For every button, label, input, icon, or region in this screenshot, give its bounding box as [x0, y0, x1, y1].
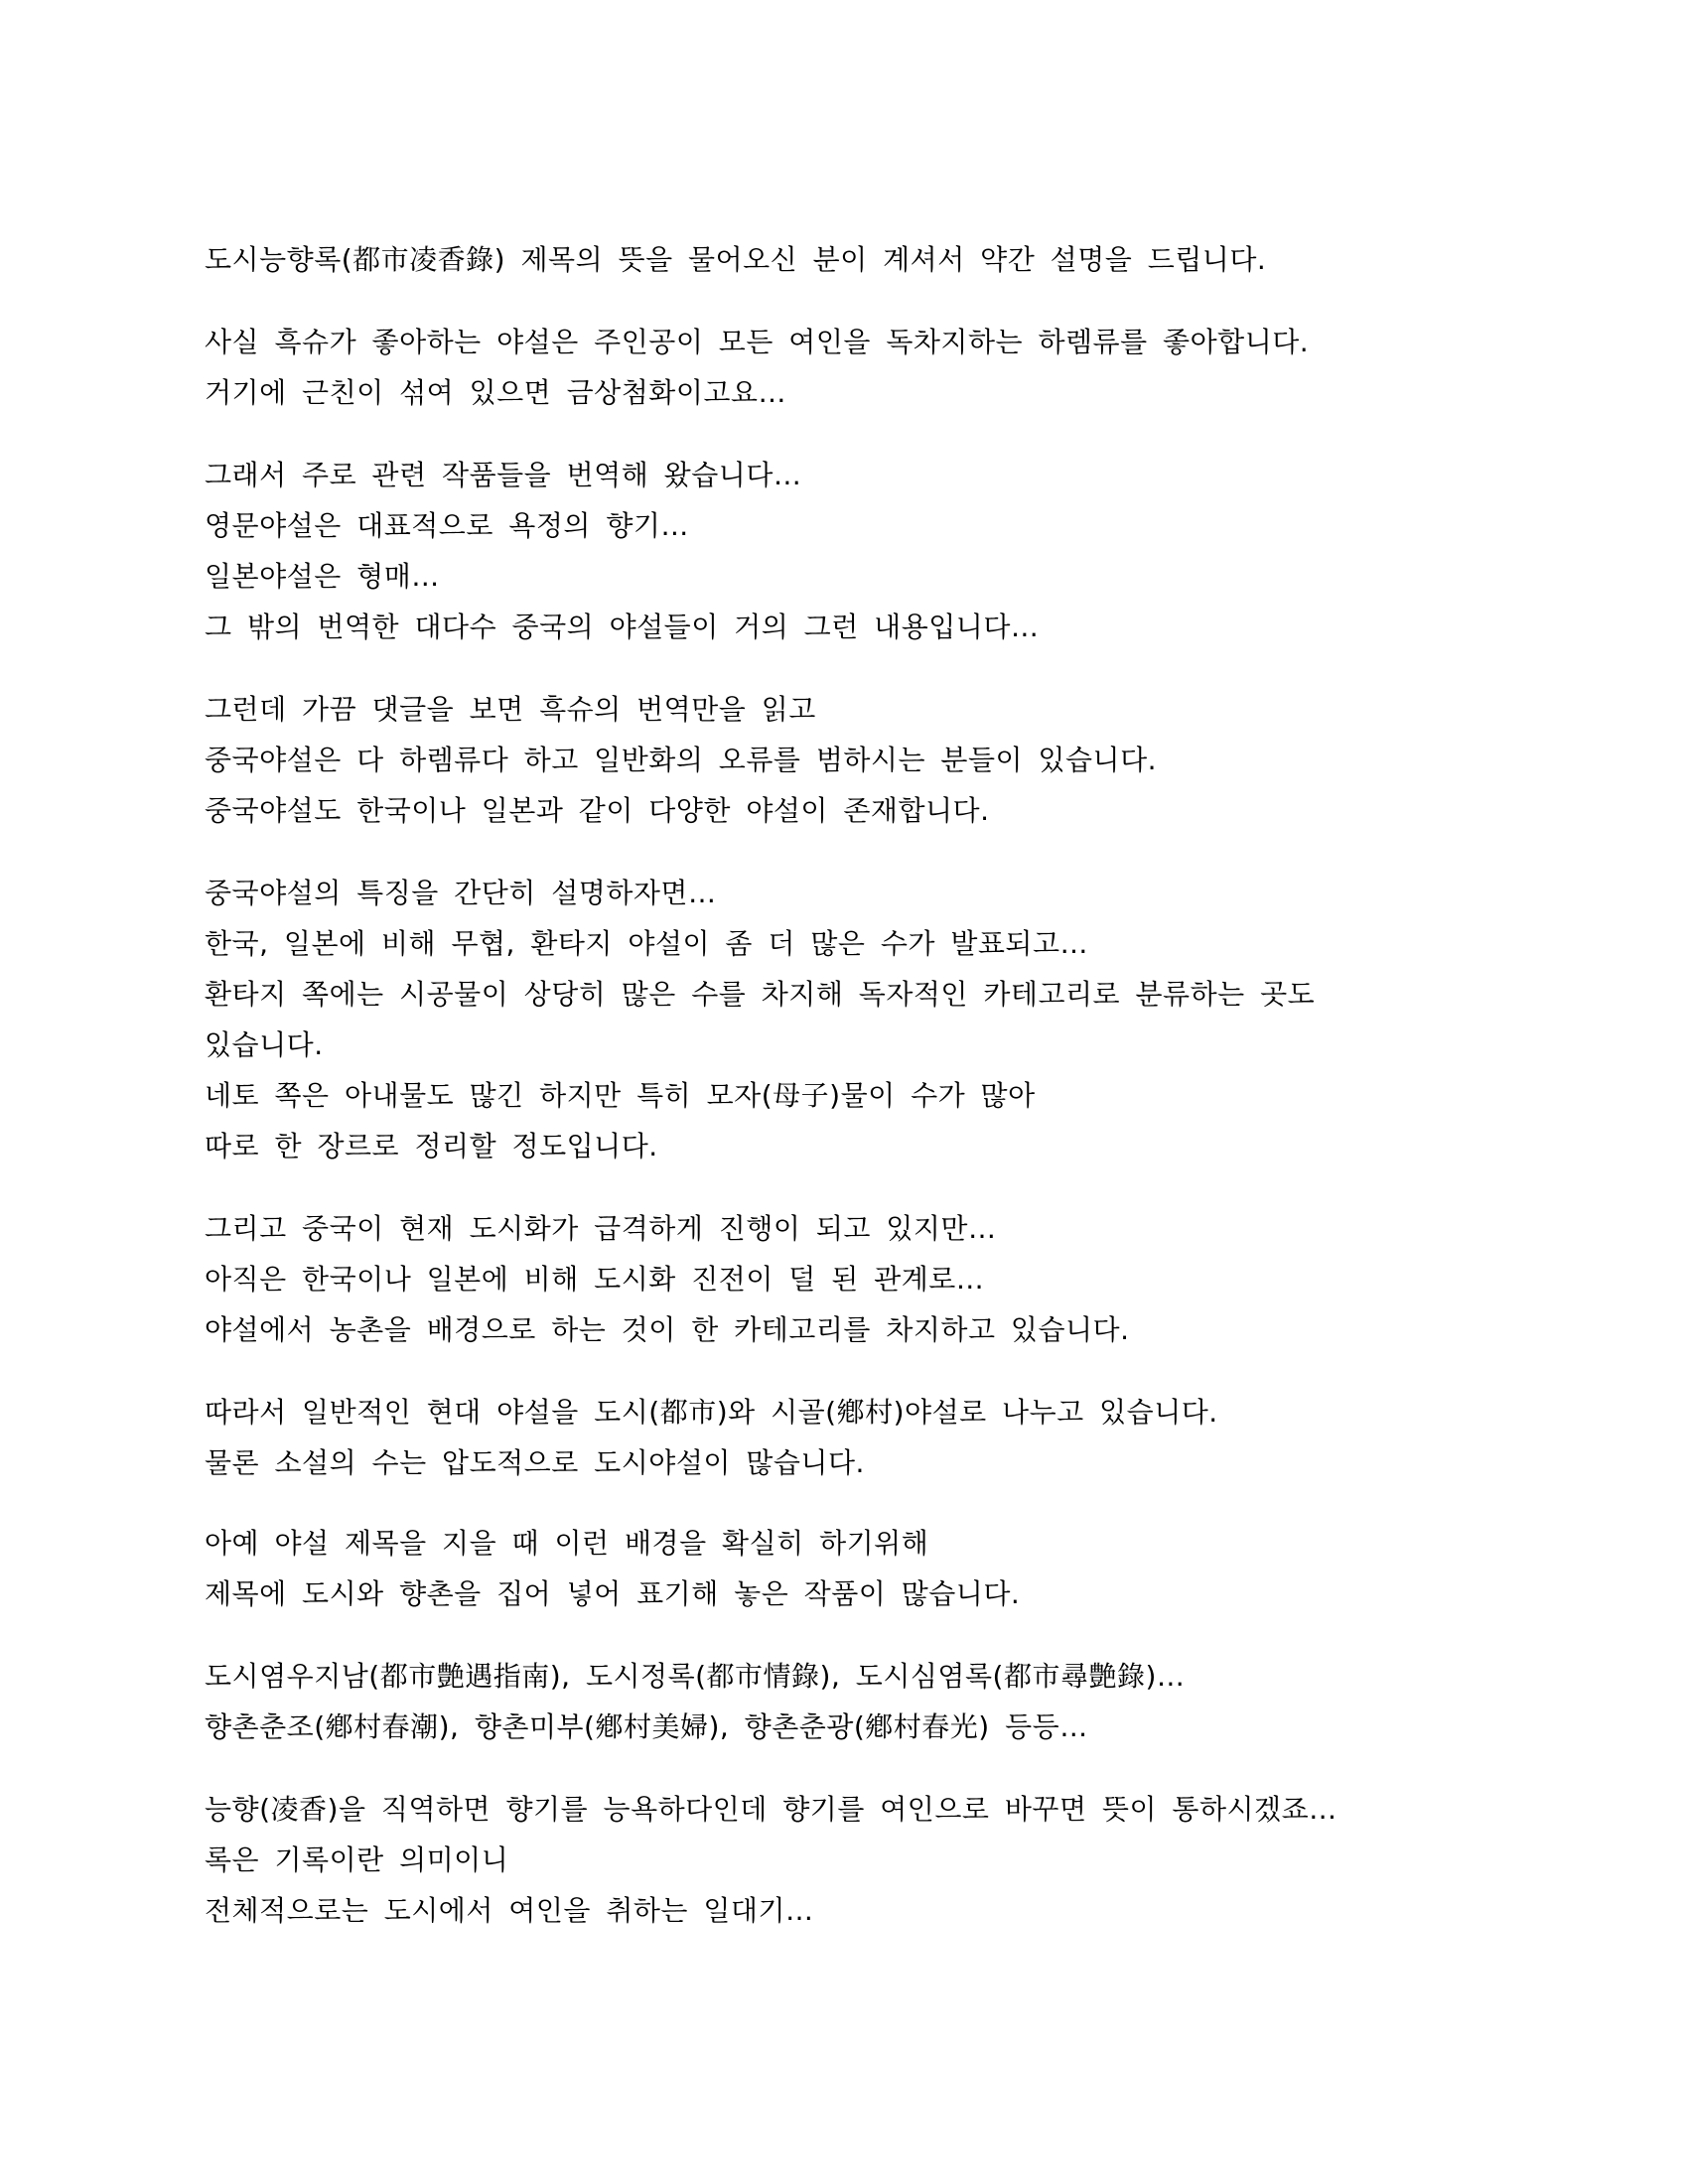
paragraph-translated-works	[205, 450, 1495, 652]
text-line: 도시능향록(都市凌香錄) 제목의 뜻을 물어오신 분이 계셔서 약간 설명을 드립니다.	[205, 243, 1267, 276]
paragraph-title-examples	[205, 1651, 1495, 1752]
text-line: 거기에 근친이 섞여 있으면 금상첨화이고요…	[205, 376, 786, 409]
text-line: 아직은 한국이나 일본에 비해 도시화 진전이 덜 된 관계로…	[205, 1263, 985, 1296]
paragraph-meaning	[205, 1784, 1495, 1936]
text-line: 전체적으로는 도시에서 여인을 취하는 일대기…	[205, 1894, 814, 1927]
text-line: 록은 기록이란 의미이니	[205, 1843, 509, 1876]
paragraph-title-explanation	[205, 234, 1495, 285]
text-line: 네토 쪽은 아내물도 많긴 하지만 특히 모자(母子)물이 수가 많아	[205, 1079, 1036, 1112]
text-line: 그런데 가끔 댓글을 보면 흑슈의 번역만을 읽고	[205, 693, 816, 726]
paragraph-city-country	[205, 1387, 1495, 1488]
paragraph-urbanization	[205, 1203, 1495, 1355]
text-line: 있습니다.	[205, 1028, 324, 1061]
text-line: 제목에 도시와 향촌을 집어 넣어 표기해 놓은 작품이 많습니다.	[205, 1577, 1021, 1610]
text-line: 중국야설은 다 하렘류다 하고 일반화의 오류를 범하시는 분들이 있습니다.	[205, 744, 1158, 776]
text-line: 사실 흑슈가 좋아하는 야설은 주인공이 모든 여인을 독차지하는 하렘류를 좋아합니다.	[205, 326, 1310, 358]
text-line: 중국야설의 특징을 간단히 설명하자면…	[205, 877, 717, 909]
text-line: 능향(凌香)을 직역하면 향기를 능욕하다인데 향기를 여인으로 바꾸면 뜻이 통하시겠죠…	[205, 1793, 1337, 1826]
paragraph-harem-preference	[205, 317, 1495, 418]
text-line: 한국, 일본에 비해 무협, 환타지 야설이 좀 더 많은 수가 발표되고…	[205, 927, 1089, 960]
text-line: 그래서 주로 관련 작품들을 번역해 왔습니다…	[205, 459, 802, 491]
text-line: 물론 소설의 수는 압도적으로 도시야설이 많습니다.	[205, 1446, 865, 1479]
text-line: 향촌춘조(鄕村春潮), 향촌미부(鄕村美婦), 향촌춘광(鄕村春光) 등등…	[205, 1710, 1088, 1743]
text-line: 환타지 쪽에는 시공물이 상당히 많은 수를 차지해 독자적인 카테고리로 분류하는 곳도	[205, 978, 1316, 1011]
text-line: 그 밖의 번역한 대다수 중국의 야설들이 거의 그런 내용입니다…	[205, 611, 1040, 643]
text-line: 그리고 중국이 현재 도시화가 급격하게 진행이 되고 있지만…	[205, 1212, 997, 1245]
paragraph-chinese-features	[205, 868, 1495, 1171]
document-body	[205, 234, 1495, 1968]
text-line: 영문야설은 대표적으로 욕정의 향기…	[205, 509, 689, 542]
text-line: 도시염우지남(都市艶遇指南), 도시정록(都市情錄), 도시심염록(都市尋艶錄)…	[205, 1660, 1186, 1693]
text-line: 중국야설도 한국이나 일본과 같이 다양한 야설이 존재합니다.	[205, 794, 990, 827]
paragraph-title-naming	[205, 1518, 1495, 1619]
text-line: 야설에서 농촌을 배경으로 하는 것이 한 카테고리를 차지하고 있습니다.	[205, 1313, 1130, 1346]
paragraph-generalization	[205, 684, 1495, 836]
text-line: 일본야설은 형매…	[205, 560, 440, 593]
text-line: 따로 한 장르로 정리할 정도입니다.	[205, 1130, 658, 1162]
text-line: 아예 야설 제목을 지을 때 이런 배경을 확실히 하기위해	[205, 1527, 929, 1560]
text-line: 따라서 일반적인 현대 야설을 도시(都市)와 시골(鄕村)야설로 나누고 있습니다.	[205, 1396, 1218, 1429]
